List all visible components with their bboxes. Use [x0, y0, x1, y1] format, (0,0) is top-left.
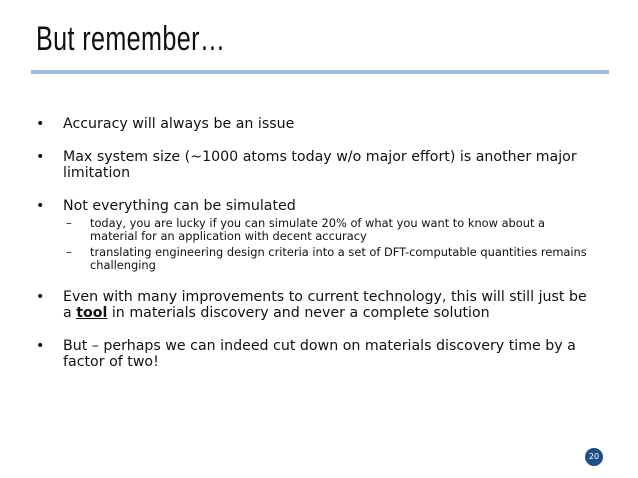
bullet-tool: [36, 289, 596, 321]
bullet-accuracy: [36, 116, 596, 132]
bullet-marker: •: [36, 149, 45, 165]
sub-bullet-today: [63, 217, 596, 243]
bullet-not-everything: [36, 198, 596, 272]
bullet-text: But – perhaps we can indeed cut down on materials discovery time by a factor of two!: [63, 338, 576, 370]
sub-bullet-text: translating engineering design criteria into a set of DFT-computable quantities remains challenging: [90, 245, 587, 272]
bullet-text-before: Even with many improvements to current technology, this will still just be a: [63, 289, 587, 321]
bullet-text: Max system size (~1000 atoms today w/o major effort) is another major limitation: [63, 149, 577, 181]
bullet-marker: •: [36, 289, 45, 305]
bullet-text: Accuracy will always be an issue: [63, 116, 295, 132]
bullet-text: Not everything can be simulated: [63, 198, 296, 214]
bullet-system-size: [36, 149, 596, 181]
sub-bullet-marker: –: [66, 245, 72, 259]
bullet-emphasis-tool: tool: [76, 305, 108, 321]
page-number-badge: 20: [585, 448, 603, 466]
bullet-list: [36, 116, 596, 387]
sub-bullet-marker: –: [66, 216, 72, 230]
bullet-discovery-time: [36, 338, 596, 370]
bullet-text-after: in materials discovery and never a complete solution: [107, 305, 490, 321]
sub-bullet-translating: [63, 246, 596, 272]
bullet-marker: •: [36, 116, 45, 132]
title-underline: [31, 70, 609, 74]
sub-bullet-text: today, you are lucky if you can simulate 20% of what you want to know about a material for an application with decent accuracy: [90, 216, 546, 243]
bullet-marker: •: [36, 198, 45, 214]
slide-title: But remember…: [36, 20, 226, 58]
sub-bullet-list: [63, 217, 596, 272]
bullet-marker: •: [36, 338, 45, 354]
